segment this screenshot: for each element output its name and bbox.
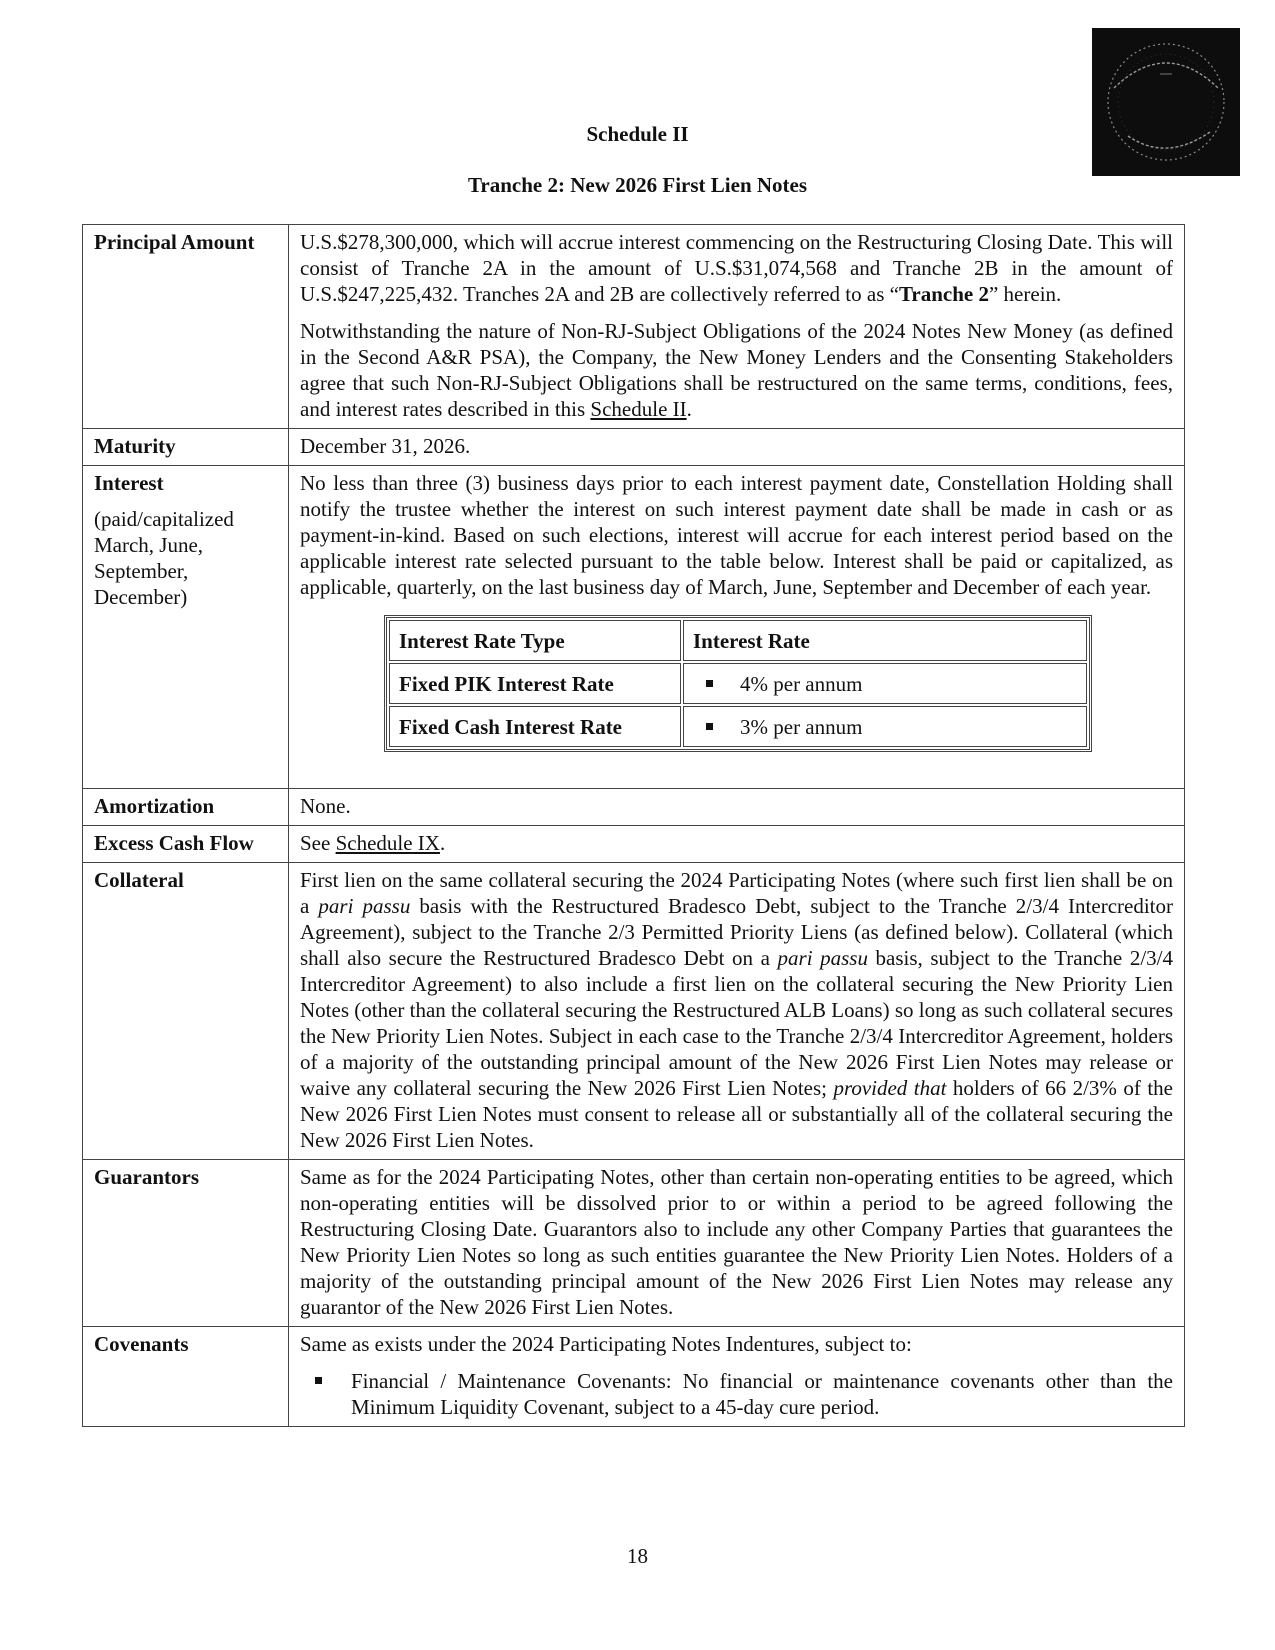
non-rj-subject-paragraph: [300, 318, 1173, 422]
square-bullet-icon: [706, 723, 713, 730]
tranche-2-defined-term: Tranche 2: [898, 282, 989, 306]
excess-cash-flow-value: [289, 826, 1185, 863]
interest-sublabel: (paid/capitalized March, June, September, December): [94, 507, 234, 609]
page-number: 18: [627, 1544, 648, 1568]
interest-rate-type-header: Interest Rate Type: [389, 620, 681, 661]
excess-cash-flow-text-end: .: [439, 831, 446, 855]
maturity-value: December 31, 2026.: [289, 429, 1185, 466]
interest-label: Interest: [94, 471, 164, 495]
non-rj-text-end: .: [686, 397, 692, 421]
principal-text-end: ” herein.: [988, 282, 1062, 306]
schedule-title: Schedule II: [586, 122, 689, 146]
principal-amount-content: [289, 225, 1185, 429]
notary-seal-stamp: [1092, 28, 1240, 176]
collateral-label: Collateral: [83, 863, 289, 1160]
excess-cash-flow-label: Excess Cash Flow: [83, 826, 289, 863]
square-bullet-icon: [315, 1377, 322, 1384]
excess-cash-flow-text: See: [300, 831, 336, 855]
pari-passu-term: pari passu: [777, 946, 868, 970]
maturity-label: Maturity: [83, 429, 289, 466]
tranche-title: Tranche 2: New 2026 First Lien Notes: [467, 173, 808, 197]
list-item: [300, 1368, 1173, 1420]
interest-rate-header: Interest Rate: [683, 620, 1087, 661]
guarantors-content: Same as for the 2024 Participating Notes, other than certain non-operating entities to be agreed, which non-operating entities will be dissolved prior to or within a period to be agreed following the Restructuring Closing Date. Guarantors also to include any other Company Parties that guarantees the New Priority Lien Notes so long as such entities guarantee the New Priority Lien Notes. Holders of a majority of the outstanding principal amount of the New 2026 First Lien Notes may release any guarantor of the New 2026 First Lien Notes.: [289, 1160, 1185, 1327]
pik-rate-value: 4% per annum: [740, 671, 863, 696]
guarantors-label: Guarantors: [83, 1160, 289, 1327]
table-row-interest: [83, 466, 1185, 789]
non-rj-text: Notwithstanding the nature of Non-RJ-Subject Obligations of the 2024 Notes New Money (as defined in the Second A&R PSA), the Company, the New Money Lenders and the Consenting Stakeholders agree that such Non-RJ-Subject Obligations shall be restructured on the same terms, conditions, fees, and interest rates described in this: [300, 319, 1173, 421]
interest-rate-header-row: [389, 620, 1087, 661]
covenants-intro: Same as exists under the 2024 Participating Notes Indentures, subject to:: [300, 1332, 912, 1356]
financial-covenant-text: Financial / Maintenance Covenants: No financial or maintenance covenants other than the Minimum Liquidity Covenant, subject to a 45-day cure period.: [351, 1369, 1173, 1419]
table-row-maturity: [83, 429, 1185, 466]
table-row-collateral: [83, 863, 1185, 1160]
cash-rate-cell: [683, 706, 1087, 747]
covenants-label: Covenants: [83, 1327, 289, 1427]
term-sheet-table: [82, 224, 1185, 1427]
collateral-text: holders of 66 2/3% of the New 2026 First Lien Notes must consent to release all or substantially all of the collateral securing the New 2026 First Lien Notes.: [300, 1076, 1173, 1152]
table-row-principal-amount: [83, 225, 1185, 429]
circular-seal-icon: [1092, 28, 1240, 176]
schedule-ix-reference: Schedule IX: [335, 831, 440, 855]
pari-passu-term: pari passu: [318, 894, 411, 918]
provided-that-term: provided that: [833, 1076, 947, 1100]
principal-amount-label: Principal Amount: [83, 225, 289, 429]
collateral-text: basis with the Restructured Bradesco Debt, subject to the Tranche 2/3/4 Intercreditor Agreement), subject to the Tranche 2/3 Permitted Priority Liens (as defined below). Collateral (which shall also secure the Restructured Bradesco Debt on a: [300, 894, 1173, 970]
interest-label-cell: [83, 466, 289, 789]
table-row: [389, 706, 1087, 747]
table-row: [389, 663, 1087, 704]
schedule-ii-reference: Schedule II: [590, 397, 687, 421]
collateral-text: First lien on the same collateral securing the 2024 Participating Notes (where such first lien shall be on a: [300, 868, 1173, 918]
collateral-text: basis, subject to the Tranche 2/3/4 Intercreditor Agreement) to also include a first lien on the collateral securing the New Priority Lien Notes (other than the collateral securing the Restructured ALB Loans) so long as such collateral secures the New Priority Lien Notes. Subject in each case to the Tranche 2/3/4 Intercreditor Agreement, holders of a majority of the outstanding principal amount of the New 2026 First Lien Notes may release or waive any collateral securing the New 2026 First Lien Notes;: [300, 946, 1173, 1100]
principal-amount-paragraph: [300, 229, 1173, 307]
interest-content: [289, 466, 1185, 789]
square-bullet-icon: [706, 680, 713, 687]
table-row-guarantors: [83, 1160, 1185, 1327]
covenants-content: [289, 1327, 1185, 1427]
interest-rate-table: [384, 615, 1092, 752]
collateral-content: [289, 863, 1185, 1160]
amortization-label: Amortization: [83, 789, 289, 826]
principal-text: U.S.$278,300,000, which will accrue interest commencing on the Restructuring Closing Date. This will consist of Tranche 2A in the amount of U.S.$31,074,568 and Tranche 2B in the amount of U.S.$247,225,432. Tranches 2A and 2B are collectively referred to as “: [300, 230, 1173, 306]
table-row-excess-cash-flow: [83, 826, 1185, 863]
amortization-value: None.: [289, 789, 1185, 826]
cash-rate-value: 3% per annum: [740, 714, 863, 739]
cash-rate-type: Fixed Cash Interest Rate: [389, 706, 681, 747]
interest-paragraph: No less than three (3) business days prior to each interest payment date, Constellation Holding shall notify the trustee whether the interest on such interest payment date shall be made in cash or as payment-in-kind. Based on such elections, interest will accrue for each interest period based on the applicable interest rate selected pursuant to the table below. Interest shall be paid or capitalized, as applicable, quarterly, on the last business day of March, June, September and December of each year.: [300, 471, 1173, 599]
pik-rate-type: Fixed PIK Interest Rate: [389, 663, 681, 704]
pik-rate-cell: [683, 663, 1087, 704]
table-row-amortization: [83, 789, 1185, 826]
table-row-covenants: [83, 1327, 1185, 1427]
